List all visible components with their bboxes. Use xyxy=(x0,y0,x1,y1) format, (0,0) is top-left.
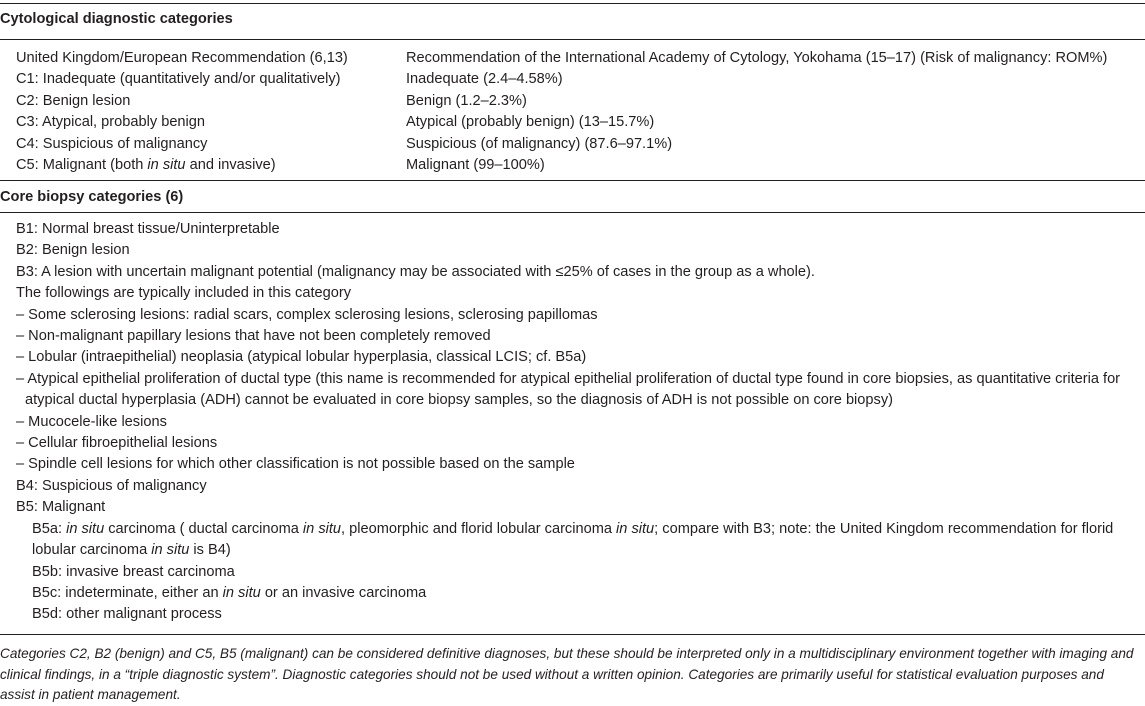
table-row xyxy=(16,69,1145,90)
text-segment: , pleomorphic and florid lobular carcinoma xyxy=(341,520,617,537)
subcategory-b5d: B5d: other malignant process xyxy=(32,606,222,623)
section-header-cytological: Cytological diagnostic categories xyxy=(0,11,233,27)
iac-category: Benign (1.2–2.3%) xyxy=(406,92,527,109)
bottom-rule xyxy=(0,634,1145,635)
italic-term: in situ xyxy=(66,520,105,537)
section-header-core-biopsy: Core biopsy categories (6) xyxy=(0,189,184,205)
subcategory-b5a xyxy=(16,519,1145,562)
text-segment: B5c: indeterminate, either an xyxy=(32,584,223,601)
category-b5: B5: Malignant xyxy=(16,499,106,516)
table-row xyxy=(16,48,1145,69)
category-b2: B2: Benign lesion xyxy=(16,242,130,259)
italic-term: in situ xyxy=(616,520,655,537)
subcategory-b5c xyxy=(16,583,1145,604)
category-b4: B4: Suspicious of malignancy xyxy=(16,477,207,494)
section-rule xyxy=(0,180,1145,181)
list-item: – Lobular (intraepithelial) neoplasia (atypical lobular hyperplasia, classical LCIS; cf. B5a) xyxy=(16,349,587,366)
list-item: – Atypical epithelial proliferation of ductal type (this name is recommended for atypical epithelial proliferation of ductal type found in core biopsies, as quantitative criteria for atypical ductal hyperplasia (ADH) cannot be evaluated in core biopsy samples, so the diagnosis of ADH is not possible on core biopsy) xyxy=(16,370,1121,409)
table-row xyxy=(16,134,1145,155)
uk-category: C1: Inadequate (quantitatively and/or qualitatively) xyxy=(16,71,341,88)
uk-category xyxy=(16,155,406,176)
list-item: – Cellular fibroepithelial lesions xyxy=(16,435,218,452)
text-segment: B5a: xyxy=(32,520,67,537)
iac-category: Suspicious (of malignancy) (87.6–97.1%) xyxy=(406,135,673,152)
uk-category: C3: Atypical, probably benign xyxy=(16,114,206,131)
text-segment: ; compare with B3; note: the United Kingdom recommendation for florid lobular carcinoma xyxy=(32,520,1114,559)
italic-term: in situ xyxy=(302,520,342,537)
column-header-iac: Recommendation of the International Academy of Cytology, Yokohama (15–17) (Risk of malignancy: ROM%) xyxy=(406,50,1108,66)
column-header-uk: United Kingdom/European Recommendation (6,13) xyxy=(16,50,348,66)
subcategory-b5b: B5b: invasive breast carcinoma xyxy=(32,563,235,580)
iac-category: Malignant (99–100%) xyxy=(406,156,545,173)
text-segment: and invasive) xyxy=(185,156,276,173)
table-row xyxy=(16,155,1145,176)
iac-category: Inadequate (2.4–4.58%) xyxy=(406,71,563,88)
list-item: – Non-malignant papillary lesions that have not been completely removed xyxy=(16,328,491,345)
cytology-table xyxy=(16,48,1145,176)
italic-term: in situ xyxy=(151,542,190,559)
table-row xyxy=(16,112,1145,133)
b3-intro: The followings are typically included in this category xyxy=(16,285,352,302)
category-b3: B3: A lesion with uncertain malignant potential (malignancy may be associated with ≤25% of cases in the group as a whole). xyxy=(16,263,815,280)
text-segment: is B4) xyxy=(189,542,231,559)
list-item: – Some sclerosing lesions: radial scars, complex sclerosing lesions, sclerosing papillomas xyxy=(16,306,598,323)
table-row xyxy=(16,91,1145,112)
italic-term: in situ xyxy=(147,156,186,173)
category-b1: B1: Normal breast tissue/Uninterpretable xyxy=(16,221,280,237)
top-rule xyxy=(0,3,1145,4)
section-rule xyxy=(0,212,1145,213)
uk-category: C4: Suspicious of malignancy xyxy=(16,135,208,152)
text-segment: or an invasive carcinoma xyxy=(260,584,427,601)
table-footnote: Categories C2, B2 (benign) and C5, B5 (malignant) can be considered definitive diagnoses, but these should be interpreted only in a multidisciplinary environment together with imaging and clinical findings, in a “triple diagnostic system”. Diagnostic categories should not be used without a written opinion. Categories are primarily useful for statistical evaluation purposes and assist in patient management. xyxy=(0,646,1134,703)
core-biopsy-list xyxy=(16,219,1145,626)
text-segment: carcinoma ( ductal carcinoma xyxy=(104,520,303,537)
section-rule xyxy=(0,39,1145,40)
text-segment: C5: Malignant (both xyxy=(16,156,148,173)
uk-category: C2: Benign lesion xyxy=(16,92,131,109)
iac-category: Atypical (probably benign) (13–15.7%) xyxy=(406,114,655,131)
list-item: – Spindle cell lesions for which other classification is not possible based on the sample xyxy=(16,456,575,473)
italic-term: in situ xyxy=(222,584,261,601)
list-item: – Mucocele-like lesions xyxy=(16,413,167,430)
